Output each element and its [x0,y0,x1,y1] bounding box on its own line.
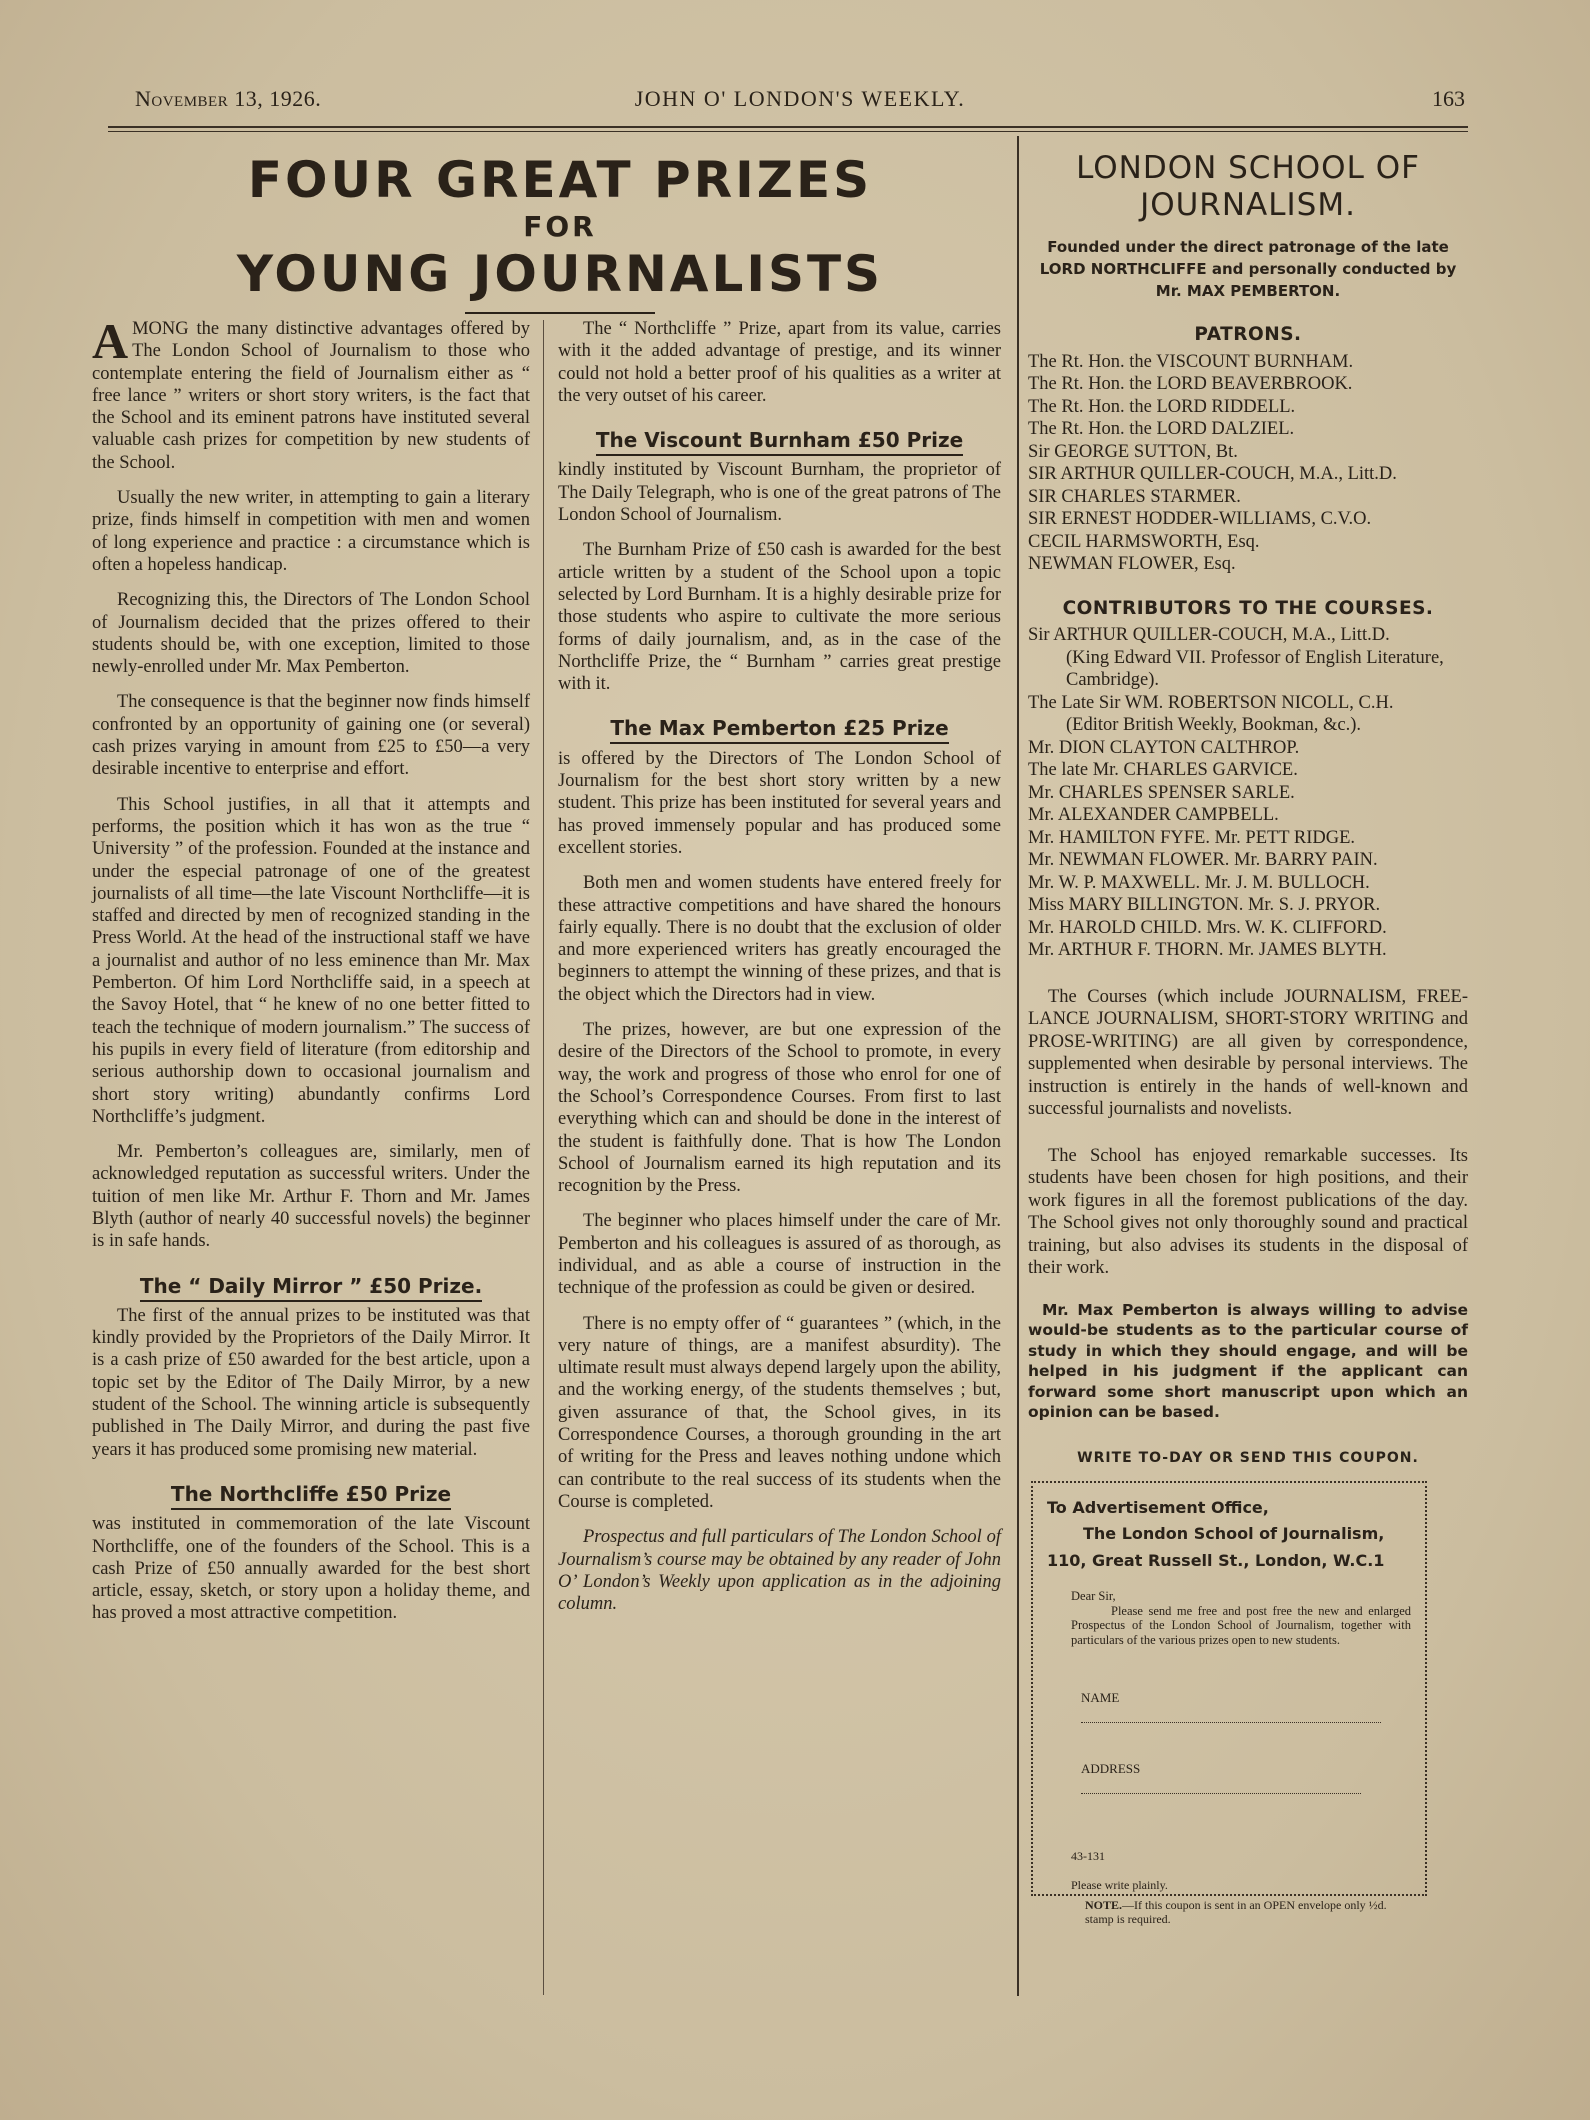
paragraph: The first of the annual prizes to be instituted was that kindly provided by the Proprietors of the Daily Mirror. It is a cash prize of £50 awarded for the best article, upon a topic set by the Editor of The Daily Mirror, by a new student of the School. The winning article is subsequently published in The Daily Mirror, and during the past five years it has produced some promising new material. [92,1305,530,1460]
coupon-school: The London School of Journalism, [1083,1524,1385,1543]
coupon-letter [1071,1589,1411,1647]
subheading-text: The Viscount Burnham £50 Prize [596,428,963,456]
paragraph: The “ Northcliffe ” Prize, apart from its value, carries with it the added advantage of prestige, and its winner could not hold a better proof of his qualities as a writer at the very outset of his career. [558,319,1001,406]
advice-paragraph: Mr. Max Pemberton is always willing to advise would-be students as to the particular course of study in which they should engage, and will be helped in his judgment if the applicant can forward some short manuscript upon which an opinion can be based. [1028,1300,1468,1421]
paragraph: The beginner who places himself under the care of Mr. Pemberton and his colleagues is assured of as thorough, as individual, and as able a course of instruction in the technique of the profession as could be given or desired. [558,1211,1001,1299]
list-item: NEWMAN FLOWER, Esq. [1028,554,1236,574]
founded-note: Founded under the direct patronage of the late LORD NORTHCLIFFE and personally conducted by Mr. MAX PEMBERTON. [1039,238,1457,300]
list-item: The Rt. Hon. the LORD DALZIEL. [1028,419,1295,439]
coupon-greeting: Dear Sir, [1071,1589,1116,1603]
note-text: —If this coupon is sent in an OPEN envelope only ½d. stamp is required. [1085,1898,1387,1926]
list-item: SIR CHARLES STARMER. [1028,486,1241,507]
enquiry-coupon[interactable] [1031,1481,1427,1926]
contributors-heading: CONTRIBUTORS TO THE COURSES. [1062,597,1434,619]
paragraph-text: MONG the many distinctive advantages offered by The London School of Journalism to those who contemplate entering the field of Journalism either as “ free lance ” writers or short story writers, is the fact that the School and its eminent patrons have instituted several valuable cash prizes for competition by new students of the School. [92,319,530,473]
note-label: NOTE. [1085,1898,1123,1912]
list-item: The Rt. Hon. the LORD BEAVERBROOK. [1028,374,1353,394]
write-plainly: Please write plainly. [1071,1877,1168,1892]
paragraph: The Burnham Prize of £50 cash is awarded for the best article written by a student of the School upon a topic selected by Lord Burnham. It is a highly desirable prize for those students who aspire to cultivate the more serious forms of daily journalism, and, as in the case of the Northcliffe Prize, the “ Burnham ” carries great prestige with it. [558,540,1001,695]
page-number: 163 [1432,86,1465,111]
prospectus-note: Prospectus and full particulars of The London School of Journalism’s course may be obtained by any reader of John O’ London’s Weekly upon application as in the adjoining column. [558,1527,1001,1615]
publication-title: JOHN O' LONDON'S WEEKLY. [634,86,966,111]
contributor-name: Sir ARTHUR QUILLER-COUCH, M.A., Litt.D. [1028,625,1390,645]
subheading-northcliffe-prize [92,1483,530,1505]
article-headline [110,150,1010,314]
name-field[interactable] [1081,1687,1411,1732]
contributor-name: The Late Sir WM. ROBERTSON NICOLL, C.H. [1028,692,1394,713]
list-item: CECIL HARMSWORTH, Esq. [1028,531,1260,552]
name-label: NAME [1081,1690,1120,1705]
list-item: Mr. DION CLAYTON CALTHROP. [1028,737,1300,758]
school-advertisement [1028,150,1468,1926]
list-item [1028,692,1468,737]
paragraph: is offered by the Directors of The London School of Journalism for the best short story written by a new student. This prize has been instituted for several years and has proved immensely popular and has produced some excellent stories. [558,748,1001,858]
subheading-text: The “ Daily Mirror ” £50 Prize. [140,1274,482,1302]
article-column-2 [558,318,1001,1628]
paragraph: The prizes, however, are but one expression of the desire of the Directors of the School to promote, in every way, the work and progress of those who enrol for one of the School’s Correspondence Courses. From first to last everything which can and should be done in the interest of the student is faithfully done. That is how The London School of Journalism earned its high reputation and its recognition by the Press. [558,1020,1001,1197]
list-item: Mr. CHARLES SPENSER SARLE. [1028,782,1295,803]
list-item: Mr. W. P. MAXWELL. Mr. J. M. BULLOCH. [1028,872,1370,893]
list-item: Mr. ALEXANDER CAMPBELL. [1028,805,1279,825]
drop-cap: A [92,313,129,369]
headline-line-2: FOR [523,210,597,243]
list-item: The late Mr. CHARLES GARVICE. [1028,760,1298,780]
header-rule-thin [108,131,1468,132]
list-item: Mr. ARTHUR F. THORN. Mr. JAMES BLYTH. [1028,940,1387,960]
headline-line-3: YOUNG JOURNALISTS [236,245,884,303]
column-divider-main [1017,136,1019,1996]
headline-rule [465,312,655,314]
list-item: SIR ERNEST HODDER-WILLIAMS, C.V.O. [1028,509,1372,529]
name-line[interactable] [1081,1722,1381,1723]
address-field[interactable] [1081,1758,1411,1803]
list-item: Sir GEORGE SUTTON, Bt. [1028,441,1238,462]
header-rule [108,126,1468,128]
postage-note [1085,1898,1411,1926]
success-paragraph: The School has enjoyed remarkable successes. Its students have been chosen for high positions, and their work figures in all the foremost publications of the day. The School gives not only thoroughly sound and practical training, but also advises its students in the disposal of their work. [1028,1145,1468,1278]
subheading-text: The Northcliffe £50 Prize [171,1482,451,1510]
list-item: Mr. HAMILTON FYFE. Mr. PETT RIDGE. [1028,827,1356,848]
patrons-list [1028,351,1468,576]
paragraph: kindly instituted by Viscount Burnham, the proprietor of The Daily Telegraph, who is one of the great patrons of The London School of Journalism. [558,460,1001,526]
coupon-body: Please send me free and post free the new and enlarged Prospectus of the London School of Journalism, together with particulars of the various prizes open to new students. [1071,1603,1411,1647]
paragraph: Recognizing this, the Directors of The London School of Journalism decided that the prizes offered to their students should be, with one exception, limited to those newly-enrolled under Mr. Max Pemberton. [92,590,530,678]
running-head [135,86,1465,126]
paragraph [92,313,530,474]
contributor-note: (King Edward VII. Professor of English Literature, Cambridge). [1066,647,1444,690]
list-item: Miss MARY BILLINGTON. Mr. S. J. PRYOR. [1028,895,1381,915]
subheading-text: The Max Pemberton £25 Prize [610,716,948,744]
list-item: Mr. NEWMAN FLOWER. Mr. BARRY PAIN. [1028,850,1378,870]
issue-date: November 13, 1926. [135,86,322,111]
contributors-list [1028,624,1468,962]
paragraph: was instituted in commemoration of the late Viscount Northcliffe, one of the founders of the School. This is a cash Prize of £50 annually awarded for the best short article, essay, sketch, or story upon a holiday theme, and has proved a most attractive competition. [92,1514,530,1624]
patrons-heading: PATRONS. [1194,324,1302,345]
subheading-daily-mirror-prize [92,1275,530,1297]
paragraph: Usually the new writer, in attempting to gain a literary prize, finds himself in competition with men and women of long experience and practice : a circumstance which is often a hopeless handicap. [92,488,530,575]
list-item: Mr. HAROLD CHILD. Mrs. W. K. CLIFFORD. [1028,917,1387,938]
coupon-code: 43-131 [1071,1849,1105,1863]
paragraph: There is no empty offer of “ guarantees ” (which, in the very nature of things, are a manifest absurdity). The ultimate result must always depend largely upon the ability, and the working energy, of the students themselves ; but, given assurance of that, the School gives, in its Correspondence Courses, a thorough grounding in the art of writing for the Press and leaves nothing undone which can contribute to the real success of its students when the Course is completed. [558,1313,1001,1512]
headline-line-1: FOUR GREAT PRIZES [247,151,873,209]
subheading-burnham-prize [558,429,1001,451]
paragraph: This School justifies, in all that it attempts and performs, the position which it has won as the true “ University ” of the profession. Founded at the instance and under the especial patronage of one of the greatest journalists of all time—the late Viscount Northcliffe—it is staffed and directed by men of recognized standing in the Press World. At the head of the instructional staff we have a journalist and author of no less eminence than Mr. Max Pemberton. Of him Lord Northcliffe said, in a speech at the Savoy Hotel, that “ he knew of no one better fitted to teach the technique of modern journalism.” The success of his pupils in every field of literature (from editorship and serious authorship down to occasional journalism and short story writing) abundantly confirms Lord Northcliffe’s judgment. [92,794,530,1127]
paragraph: The consequence is that the beginner now finds himself confronted by an opportunity of gaining one (or several) cash prizes varying in amount from £25 to £50—a very desirable incentive to enterprise and effort. [92,692,530,780]
address-line[interactable] [1081,1793,1361,1794]
column-divider [543,320,544,1995]
paragraph: Both men and women students have entered freely for these attractive competitions and have shared the honours fairly equally. There is no doubt that the exclusion of older and more experienced writers has greatly encouraged the beginners to attempt the winning of these prizes, and that is the object which the Directors had in view. [558,873,1001,1005]
list-item: The Rt. Hon. the VISCOUNT BURNHAM. [1028,351,1354,372]
subheading-pemberton-prize [558,717,1001,739]
address-label: ADDRESS [1081,1761,1141,1776]
list-item [1028,624,1468,692]
school-name: LONDON SCHOOL OF JOURNALISM. [1076,150,1420,223]
list-item: The Rt. Hon. the LORD RIDDELL. [1028,396,1296,417]
coupon-recipient: To Advertisement Office, [1047,1498,1269,1517]
courses-paragraph: The Courses (which include JOURNALISM, FREE-LANCE JOURNALISM, SHORT-STORY WRITING and PROSE-WRITING) are all given by correspondence, supplemented when desirable by personal interviews. The instruction is entirely in the hands of well-known and successful journalists and novelists. [1028,986,1468,1119]
coupon-address: 110, Great Russell St., London, W.C.1 [1047,1551,1385,1570]
article-column-1 [92,313,530,1638]
call-to-action: WRITE TO-DAY OR SEND THIS COUPON. [1077,1449,1419,1466]
list-item: SIR ARTHUR QUILLER-COUCH, M.A., Litt.D. [1028,464,1397,484]
contributor-note: (Editor British Weekly, Bookman, &c.). [1066,715,1361,735]
paragraph: Mr. Pemberton’s colleagues are, similarly, men of acknowledged reputation as successful writers. Under the tuition of men like Mr. Arthur F. Thorn and Mr. James Blyth (author of nearly 40 successful novels) the beginner is in safe hands. [92,1142,530,1252]
